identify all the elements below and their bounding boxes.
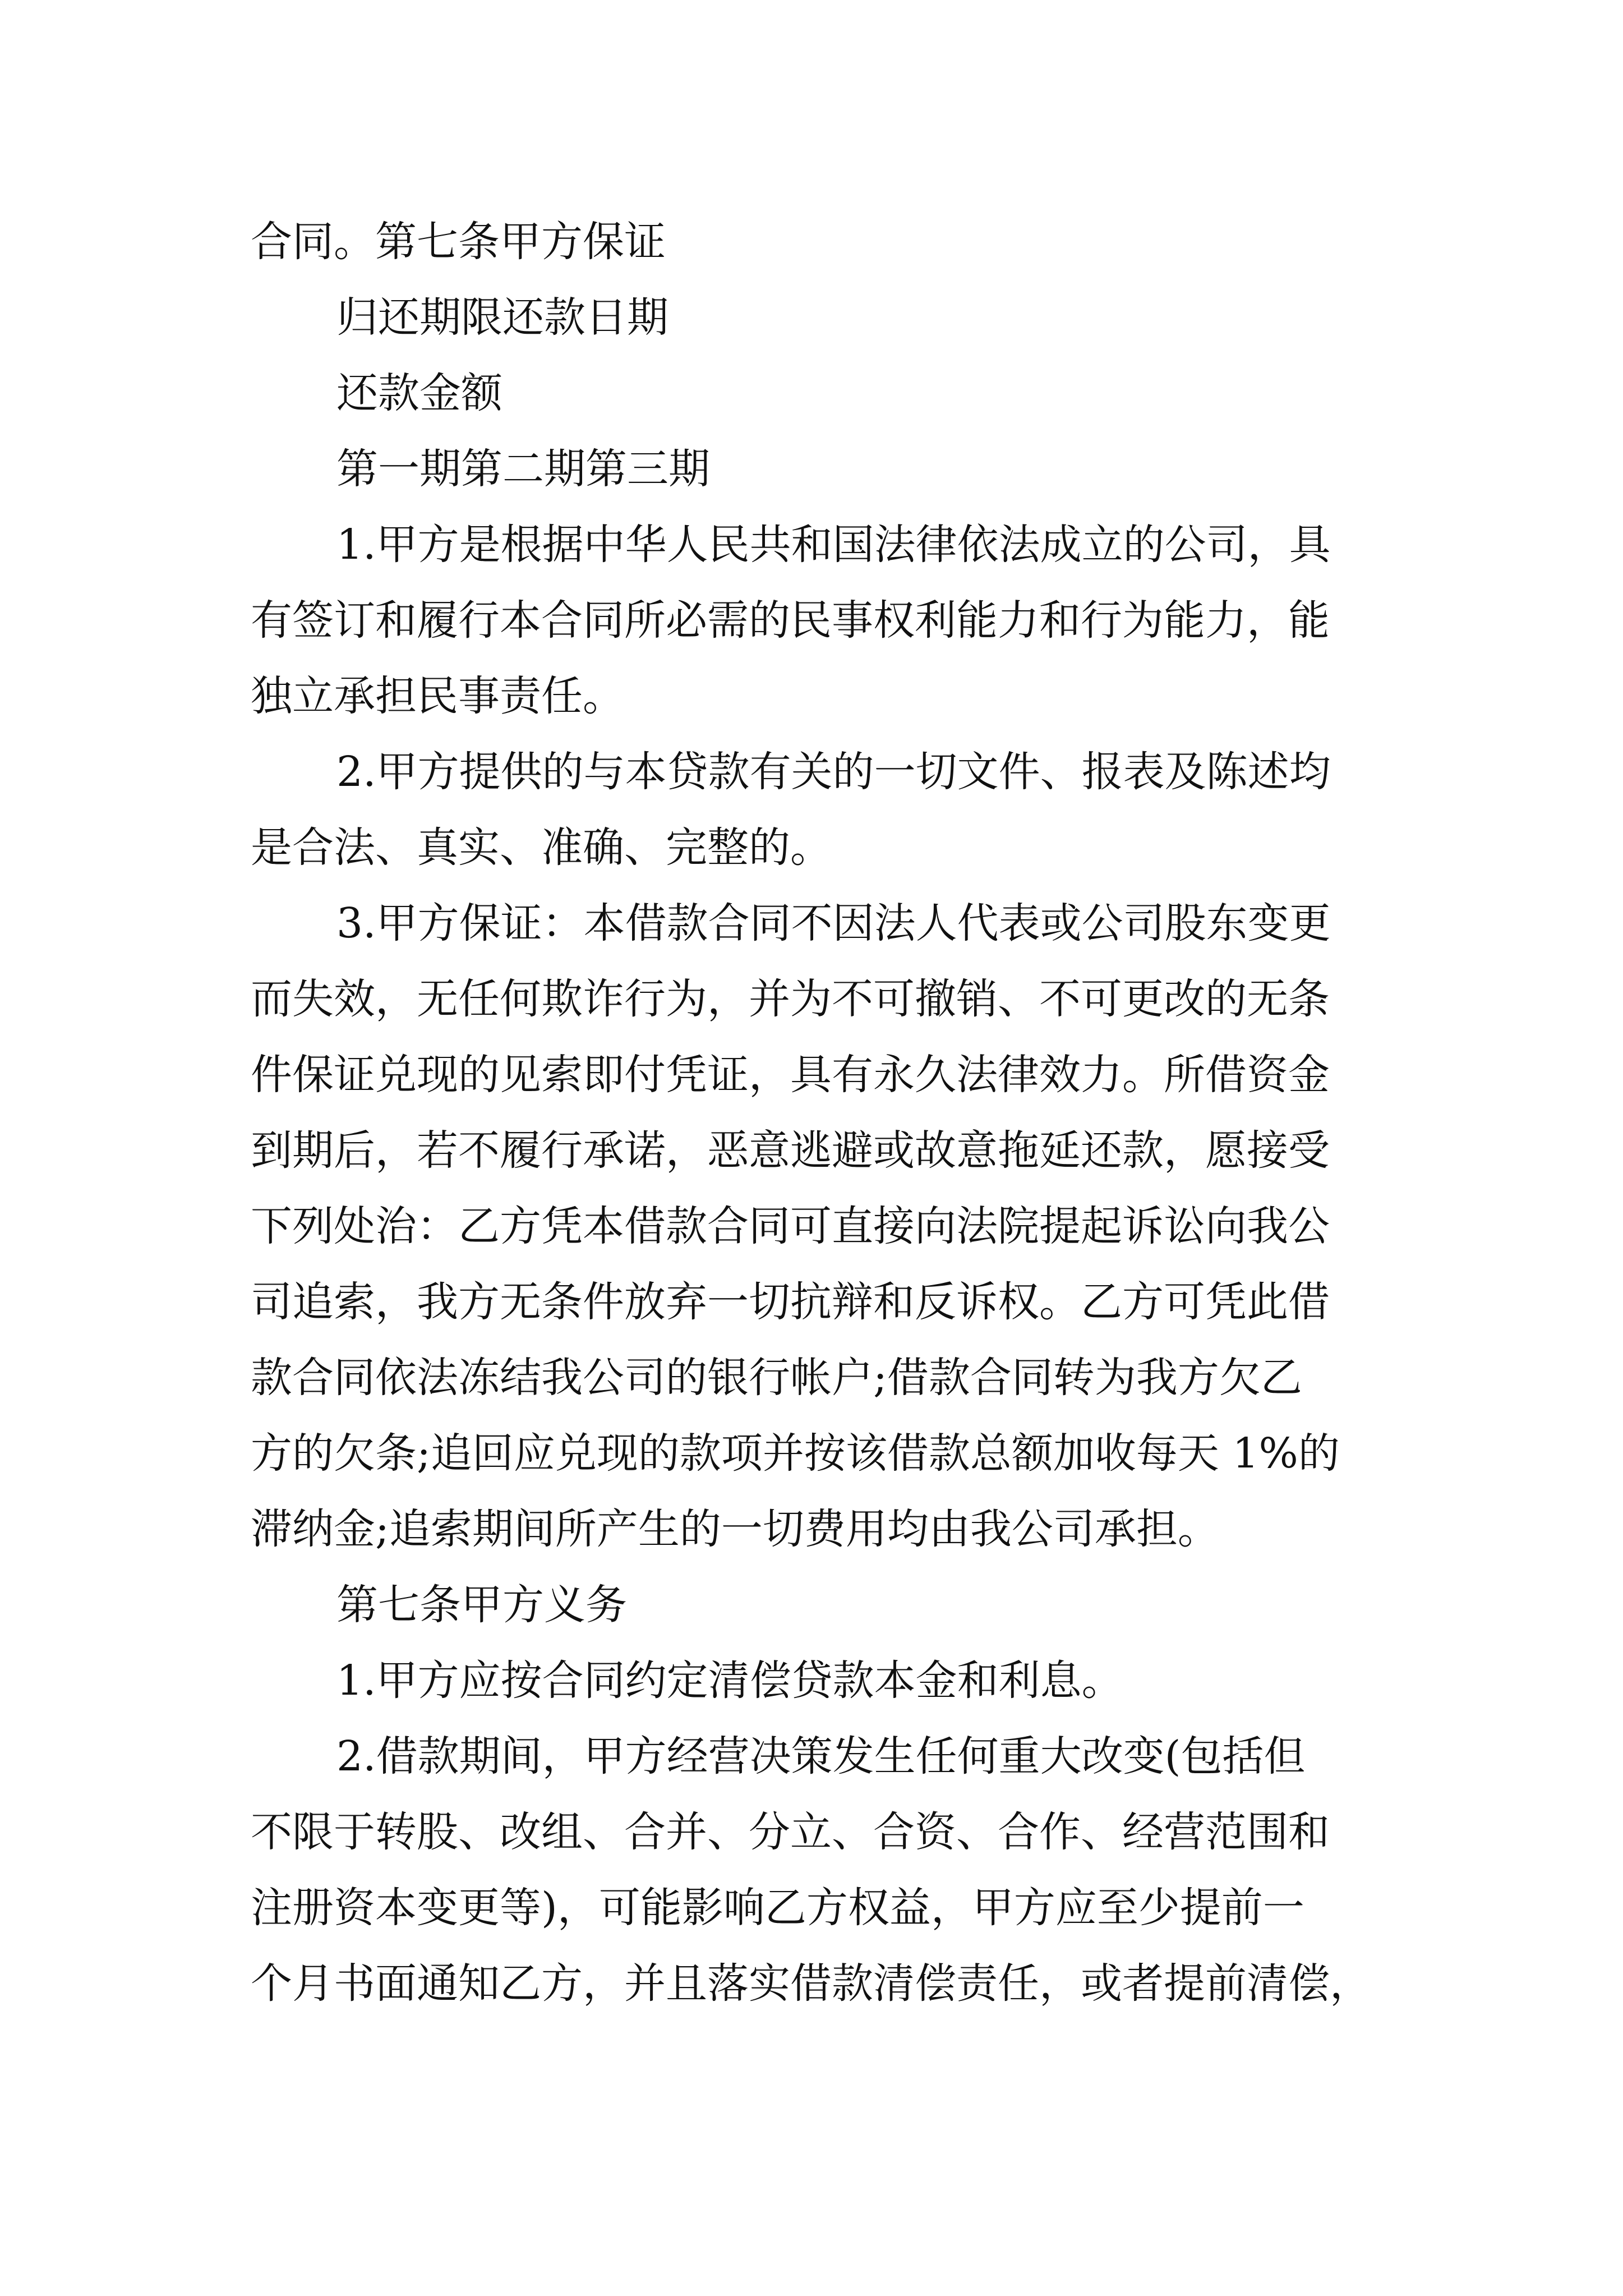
text-line: 1.甲方应按合同约定清偿贷款本金和利息。	[336, 1657, 1123, 1705]
text-line: 独立承担民事责任。	[251, 672, 624, 720]
text-line: 2.甲方提供的与本贷款有关的一切文件、报表及陈述均	[336, 748, 1331, 796]
text-line: 注册资本变更等)，可能影响乙方权益，甲方应至少提前一	[251, 1884, 1304, 1932]
text-line: 而失效，无任何欺诈行为，并为不可撤销、不可更改的无条	[251, 975, 1330, 1023]
text-line: 是合法、真实、准确、完整的。	[251, 823, 832, 872]
text-line: 件保证兑现的见索即付凭证，具有永久法律效力。所借资金	[251, 1051, 1330, 1099]
text-line: 第七条甲方义务	[336, 1581, 627, 1629]
text-line: 不限于转股、改组、合并、分立、合资、合作、经营范围和	[251, 1808, 1330, 1856]
text-line: 3.甲方保证：本借款合同不因法人代表或公司股东变更	[336, 899, 1331, 947]
text-line: 款合同依法冻结我公司的银行帐户;借款合同转为我方欠乙	[251, 1354, 1302, 1402]
text-line: 司追索，我方无条件放弃一切抗辩和反诉权。乙方可凭此借	[251, 1278, 1330, 1326]
text-line: 归还期限还款日期	[336, 293, 668, 342]
text-line: 合同。第七条甲方保证	[251, 218, 666, 266]
text-line: 个月书面通知乙方，并且落实借款清偿责任，或者提前清偿，	[251, 1959, 1371, 2008]
text-line: 有签订和履行本合同所必需的民事权利能力和行为能力，能	[251, 596, 1330, 645]
text-line: 下列处治：乙方凭本借款合同可直接向法院提起诉讼向我公	[251, 1202, 1330, 1250]
text-line: 第一期第二期第三期	[336, 445, 710, 493]
text-line: 还款金额	[336, 369, 502, 417]
text-line: 到期后，若不履行承诺，恶意逃避或故意拖延还款，愿接受	[251, 1126, 1330, 1175]
text-line: 滞纳金;追索期间所产生的一切费用均由我公司承担。	[251, 1505, 1219, 1553]
text-line: 方的欠条;追回应兑现的款项并按该借款总额加收每天 1%的	[251, 1429, 1340, 1478]
text-line: 2.借款期间，甲方经营决策发生任何重大改变(包括但	[336, 1732, 1306, 1780]
text-line: 1.甲方是根据中华人民共和国法律依法成立的公司，具	[336, 521, 1331, 569]
